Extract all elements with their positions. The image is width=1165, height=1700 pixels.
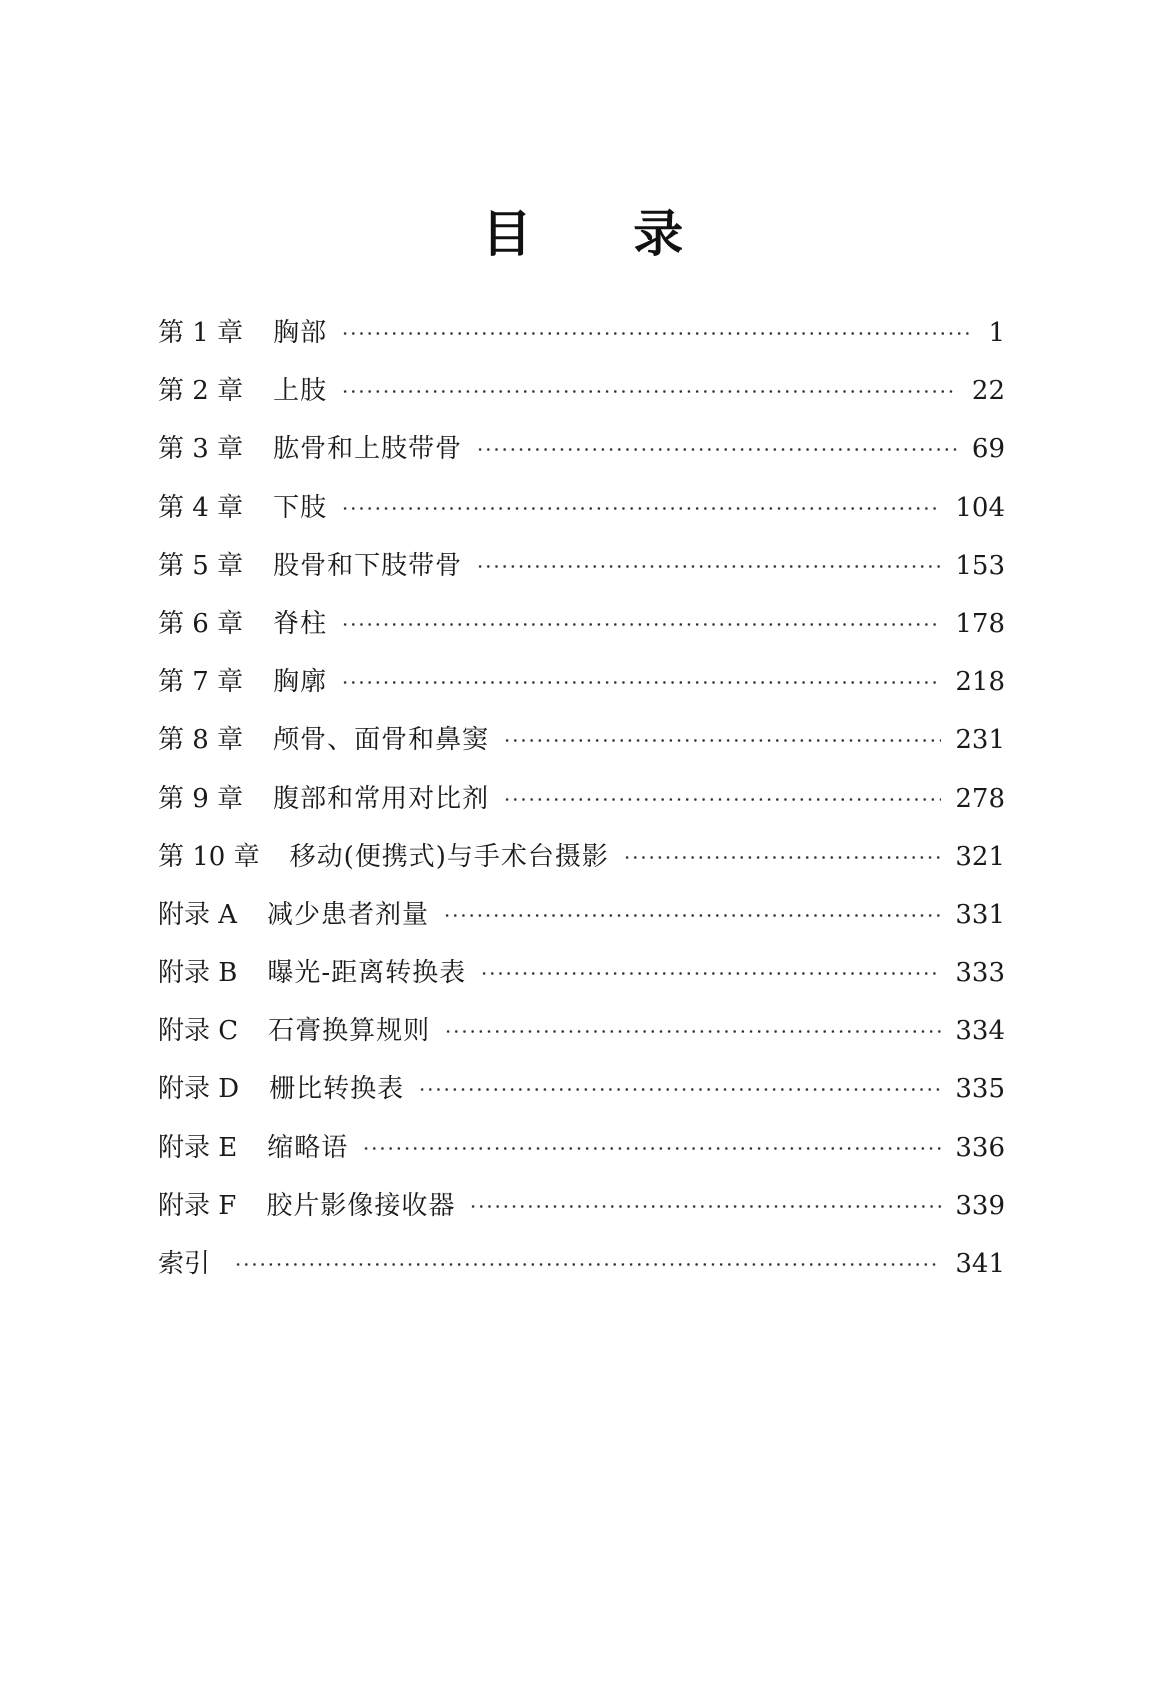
toc-entry-title: 栅比转换表 [269, 1074, 405, 1105]
toc-entry-appendix-d[interactable] [158, 1060, 1005, 1118]
toc-entry-label: 第 1 章 [158, 318, 244, 348]
toc-entry-label: 附录 F [158, 1190, 237, 1221]
toc-entry-page: 178 [955, 608, 1005, 639]
toc-entry-title: 移动(便携式)与手术台摄影 [289, 841, 609, 872]
toc-entry-appendix-a[interactable] [158, 886, 1005, 944]
toc-entry-page: 321 [955, 841, 1005, 872]
toc-entry-label: 第 8 章 [158, 725, 244, 756]
dot-leader [443, 914, 941, 917]
dot-leader [503, 798, 941, 801]
toc-entry-page: 278 [955, 783, 1005, 814]
toc-entry-label: 附录 C [158, 1016, 239, 1047]
toc-entry-title: 曝光-距离转换表 [267, 958, 467, 989]
toc-entry-label: 第 9 章 [158, 783, 244, 814]
toc-entry-page: 341 [955, 1249, 1005, 1279]
dot-leader [480, 972, 941, 975]
dot-leader [341, 332, 971, 335]
table-of-contents [158, 304, 1005, 1293]
toc-entry-page: 69 [971, 434, 1005, 465]
toc-entry-label: 附录 E [158, 1132, 238, 1163]
toc-entry-title: 胸廓 [273, 667, 328, 698]
toc-entry-index[interactable] [158, 1235, 1005, 1293]
toc-entry-appendix-c[interactable] [158, 1002, 1005, 1060]
toc-entry-page: 231 [955, 725, 1005, 756]
toc-entry-chapter-3[interactable] [158, 420, 1005, 478]
dot-leader [476, 448, 958, 451]
toc-entry-chapter-1[interactable] [158, 304, 1005, 362]
toc-entry-chapter-2[interactable] [158, 362, 1005, 420]
toc-entry-title: 胶片影像接收器 [266, 1190, 456, 1221]
toc-entry-page: 336 [955, 1132, 1005, 1163]
toc-entry-page: 331 [955, 899, 1005, 930]
toc-entry-title: 腹部和常用对比剂 [273, 783, 490, 814]
toc-entry-appendix-b[interactable] [158, 944, 1005, 1002]
toc-entry-label: 第 4 章 [158, 492, 244, 523]
toc-entry-page: 153 [955, 550, 1005, 581]
toc-entry-label: 第 7 章 [158, 667, 244, 698]
toc-entry-page: 339 [955, 1190, 1005, 1221]
dot-leader [362, 1147, 941, 1150]
dot-leader [341, 681, 941, 684]
toc-entry-title: 下肢 [273, 492, 328, 523]
toc-entry-page: 104 [955, 492, 1005, 523]
toc-entry-appendix-e[interactable] [158, 1119, 1005, 1177]
dot-leader [623, 856, 941, 859]
toc-entry-page: 218 [955, 667, 1005, 698]
toc-entry-label: 第 10 章 [158, 841, 260, 872]
toc-entry-page: 334 [955, 1016, 1005, 1047]
dot-leader [341, 507, 941, 510]
dot-leader [503, 739, 941, 742]
toc-entry-title: 脊柱 [273, 608, 328, 639]
toc-entry-label: 第 6 章 [158, 608, 244, 639]
toc-entry-chapter-8[interactable] [158, 711, 1005, 769]
dot-leader [341, 390, 958, 393]
dot-leader [444, 1030, 941, 1033]
toc-entry-page: 1 [988, 318, 1005, 348]
toc-entry-label: 第 5 章 [158, 550, 244, 581]
dot-leader [234, 1263, 941, 1266]
toc-entry-label: 附录 B [158, 958, 238, 989]
toc-entry-appendix-f[interactable] [158, 1177, 1005, 1235]
toc-entry-page: 335 [955, 1074, 1005, 1105]
toc-entry-page: 333 [955, 958, 1005, 989]
toc-entry-label: 第 2 章 [158, 376, 244, 407]
toc-entry-label: 附录 A [158, 899, 238, 930]
page-title: 目 录 [481, 204, 726, 263]
toc-entry-title: 缩略语 [267, 1132, 349, 1163]
toc-entry-title: 减少患者剂量 [267, 899, 430, 930]
toc-entry-title: 上肢 [273, 376, 328, 407]
toc-entry-title: 股骨和下肢带骨 [273, 550, 463, 581]
toc-entry-chapter-4[interactable] [158, 479, 1005, 537]
toc-entry-chapter-10[interactable] [158, 828, 1005, 886]
toc-entry-chapter-6[interactable] [158, 595, 1005, 653]
toc-entry-label: 索引 [158, 1249, 211, 1279]
toc-entry-chapter-5[interactable] [158, 537, 1005, 595]
dot-leader [476, 565, 941, 568]
toc-entry-chapter-9[interactable] [158, 770, 1005, 828]
dot-leader [341, 623, 941, 626]
toc-entry-title: 肱骨和上肢带骨 [273, 434, 463, 465]
toc-entry-title: 胸部 [273, 318, 328, 348]
dot-leader [469, 1205, 941, 1208]
toc-entry-title: 石膏换算规则 [268, 1016, 431, 1047]
toc-entry-page: 22 [971, 376, 1005, 407]
dot-leader [418, 1088, 941, 1091]
toc-entry-chapter-7[interactable] [158, 653, 1005, 711]
toc-entry-label: 附录 D [158, 1074, 240, 1105]
toc-entry-label: 第 3 章 [158, 434, 244, 465]
toc-entry-title: 颅骨、面骨和鼻窦 [273, 725, 490, 756]
